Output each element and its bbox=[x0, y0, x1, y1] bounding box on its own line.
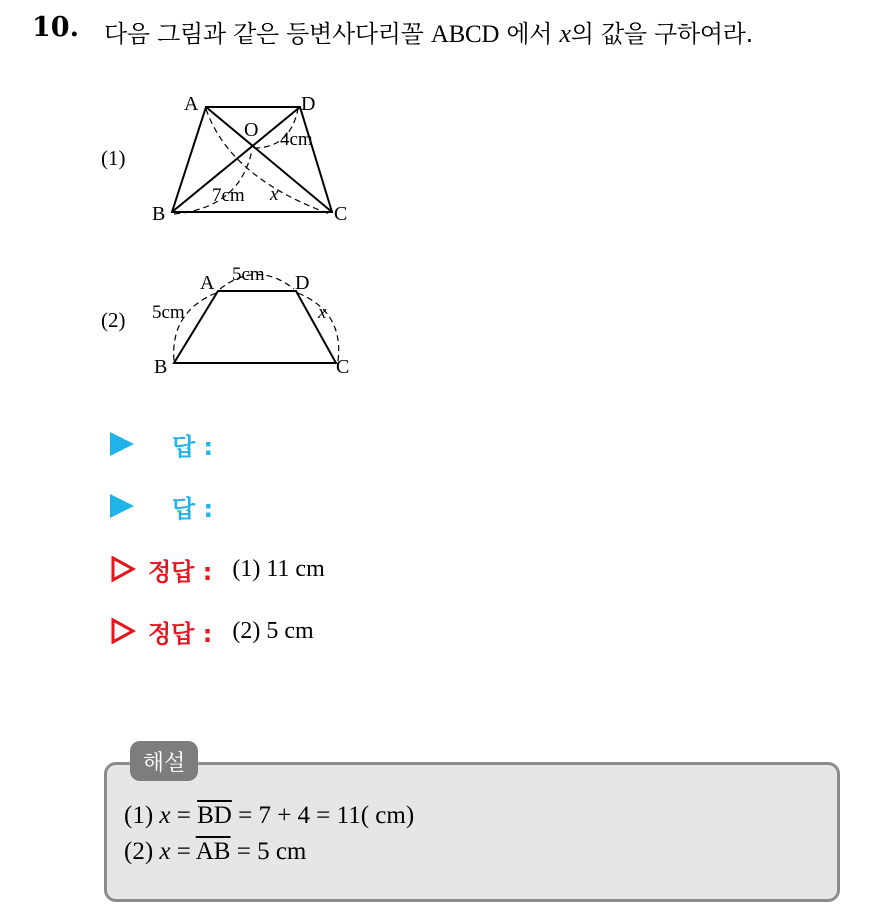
correct-value-1: (1) 11 cm bbox=[232, 555, 325, 582]
question-text bbox=[104, 14, 753, 49]
explanation-line-1 bbox=[124, 802, 414, 830]
question-number: 10. bbox=[32, 12, 79, 43]
question-shape-name: ABCD bbox=[430, 21, 500, 48]
explanation-tab: 해설 bbox=[130, 741, 198, 781]
answer-arrow-icon bbox=[110, 494, 134, 518]
figure1-len-od: 4cm bbox=[280, 129, 313, 150]
question-text-after: 의 값을 구하여라. bbox=[570, 20, 753, 48]
figure2-vertex-a: A bbox=[200, 272, 215, 294]
correct-arrow-icon bbox=[110, 617, 136, 645]
figure1-len-bo: 7cm bbox=[212, 185, 245, 206]
figure2-vertex-d: D bbox=[295, 272, 310, 294]
exp2-eq: = bbox=[170, 838, 196, 865]
figure1-vertex-b: B bbox=[152, 203, 166, 225]
figure1-diagram bbox=[140, 88, 370, 233]
exp1-eq: = bbox=[170, 802, 198, 829]
figure2-len-ad: 5cm bbox=[232, 264, 265, 285]
figure1-vertex-d: D bbox=[301, 93, 316, 115]
exp1-seg: $\overline{BD}$ bbox=[197, 802, 232, 829]
figure1-vertex-c: C bbox=[334, 203, 348, 225]
correct-value-2: (2) 5 cm bbox=[232, 617, 314, 644]
figure2-len-x: x bbox=[318, 302, 327, 323]
question-text-before: 다음 그림과 같은 등변사다리꼴 bbox=[104, 20, 431, 48]
correct-label-2: 정답 : bbox=[148, 619, 213, 648]
correct-label-1: 정답 : bbox=[148, 557, 213, 586]
answer-label-2: 답 : bbox=[172, 494, 214, 523]
figure1-vertex-a: A bbox=[184, 93, 199, 115]
figure2-trapezoid bbox=[174, 291, 336, 363]
question-variable: x bbox=[559, 19, 571, 48]
correct-row-2 bbox=[110, 615, 314, 647]
exp1-prefix: (1) bbox=[124, 802, 160, 829]
explanation-line-2 bbox=[124, 838, 306, 866]
answer-label-1: 답 : bbox=[172, 432, 214, 461]
explanation-box bbox=[104, 762, 840, 902]
figure1-point-o: O bbox=[244, 119, 259, 141]
figure1-label: (1) bbox=[101, 146, 126, 170]
correct-arrow-icon bbox=[110, 555, 136, 583]
exp2-var: x bbox=[159, 838, 171, 865]
answer-row-1 bbox=[110, 428, 213, 460]
exp1-rest: = 7 + 4 = 11( cm) bbox=[231, 802, 415, 829]
figure1-len-x: x bbox=[270, 184, 279, 205]
figure2-label: (2) bbox=[101, 308, 126, 332]
figure2-vertex-c: C bbox=[336, 356, 350, 378]
correct-row-1 bbox=[110, 553, 325, 585]
exp2-rest: = 5 cm bbox=[230, 838, 307, 865]
exp2-prefix: (2) bbox=[124, 838, 160, 865]
figure2-diagram bbox=[140, 260, 370, 382]
exp1-var: x bbox=[159, 802, 171, 829]
question-text-mid: 에서 bbox=[499, 20, 560, 48]
answer-row-2 bbox=[110, 490, 213, 522]
figure2-len-ab: 5cm bbox=[152, 302, 185, 323]
answer-arrow-icon bbox=[110, 432, 134, 456]
figure2-vertex-b: B bbox=[154, 356, 168, 378]
exp2-seg: $\overline{AB}$ bbox=[195, 838, 231, 865]
